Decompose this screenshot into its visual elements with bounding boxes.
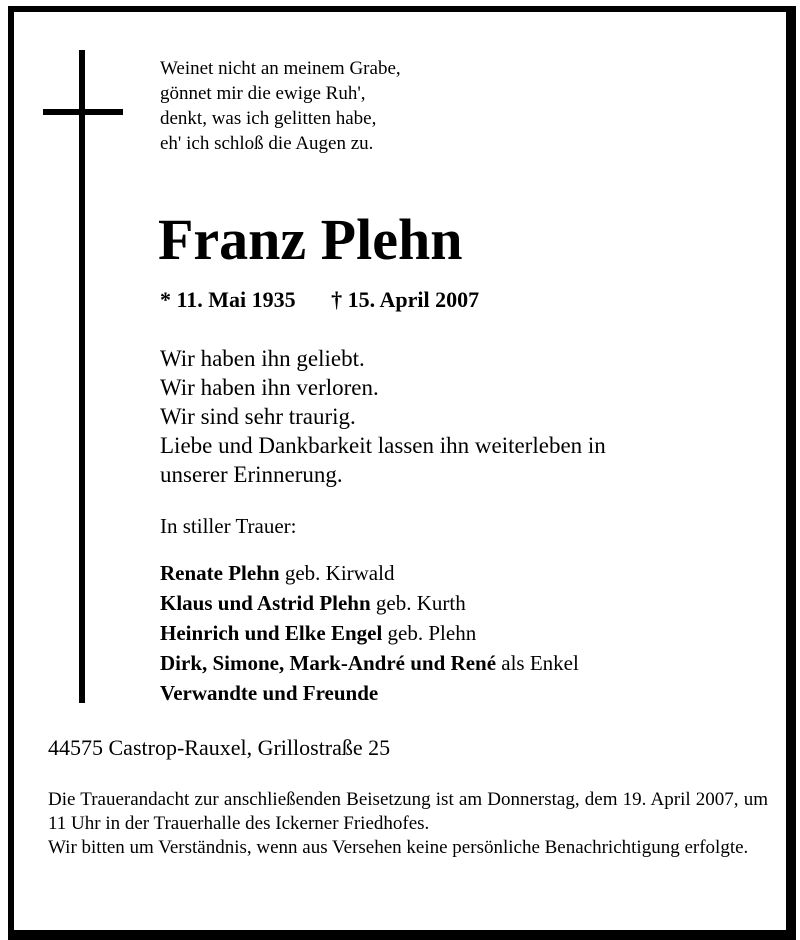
notice-paragraph: Wir bitten um Verständnis, wenn aus Versehen keine persönliche Benachrichtigung erfolgte. bbox=[48, 837, 749, 858]
notice-paragraph: Die Trauerandacht zur anschließenden Beisetzung ist am Donnerstag, dem 19. April 2007, um 11 Uhr in der Trauerhalle des Ickerner Friedhofes. bbox=[48, 789, 768, 834]
death-date: † 15. April 2007 bbox=[331, 287, 480, 312]
cross-icon bbox=[79, 50, 85, 703]
message-block bbox=[160, 344, 606, 489]
mourning-label: In stiller Trauer: bbox=[160, 514, 297, 538]
mourner-name: Dirk, Simone, Mark-André und René bbox=[160, 651, 497, 675]
mourner-suffix: geb. Plehn bbox=[387, 621, 477, 645]
mourner-name: Heinrich und Elke Engel bbox=[160, 621, 383, 645]
cross-icon-bar bbox=[43, 109, 123, 115]
mourner-row bbox=[160, 558, 579, 588]
mourner-suffix: geb. Kirwald bbox=[284, 561, 395, 585]
address: 44575 Castrop-Rauxel, Grillostraße 25 bbox=[48, 735, 391, 760]
message-line: Wir haben ihn geliebt. bbox=[160, 346, 365, 371]
verse-line: denkt, was ich gelitten habe, bbox=[160, 108, 377, 129]
mourner-name: Verwandte und Freunde bbox=[160, 681, 379, 705]
mourner-suffix: geb. Kurth bbox=[375, 591, 466, 615]
mourner-row bbox=[160, 678, 579, 708]
mourner-row bbox=[160, 618, 579, 648]
verse-block bbox=[160, 56, 401, 156]
mourner-row bbox=[160, 648, 579, 678]
message-line: unserer Erinnerung. bbox=[160, 462, 343, 487]
mourner-name: Klaus und Astrid Plehn bbox=[160, 591, 371, 615]
verse-line: Weinet nicht an meinem Grabe, bbox=[160, 58, 401, 79]
life-dates bbox=[160, 286, 479, 314]
deceased-name: Franz Plehn bbox=[158, 207, 463, 272]
verse-line: gönnet mir die ewige Ruh', bbox=[160, 83, 366, 104]
mourner-suffix: als Enkel bbox=[501, 651, 579, 675]
verse-line: eh' ich schloß die Augen zu. bbox=[160, 133, 374, 154]
message-line: Wir sind sehr traurig. bbox=[160, 404, 356, 429]
mourners-list bbox=[160, 558, 579, 708]
mourner-name: Renate Plehn bbox=[160, 561, 280, 585]
birth-date: * 11. Mai 1935 bbox=[160, 287, 296, 312]
message-line: Liebe und Dankbarkeit lassen ihn weiterleben in bbox=[160, 433, 606, 458]
ceremony-notice bbox=[48, 788, 768, 860]
mourner-row bbox=[160, 588, 579, 618]
message-line: Wir haben ihn verloren. bbox=[160, 375, 379, 400]
